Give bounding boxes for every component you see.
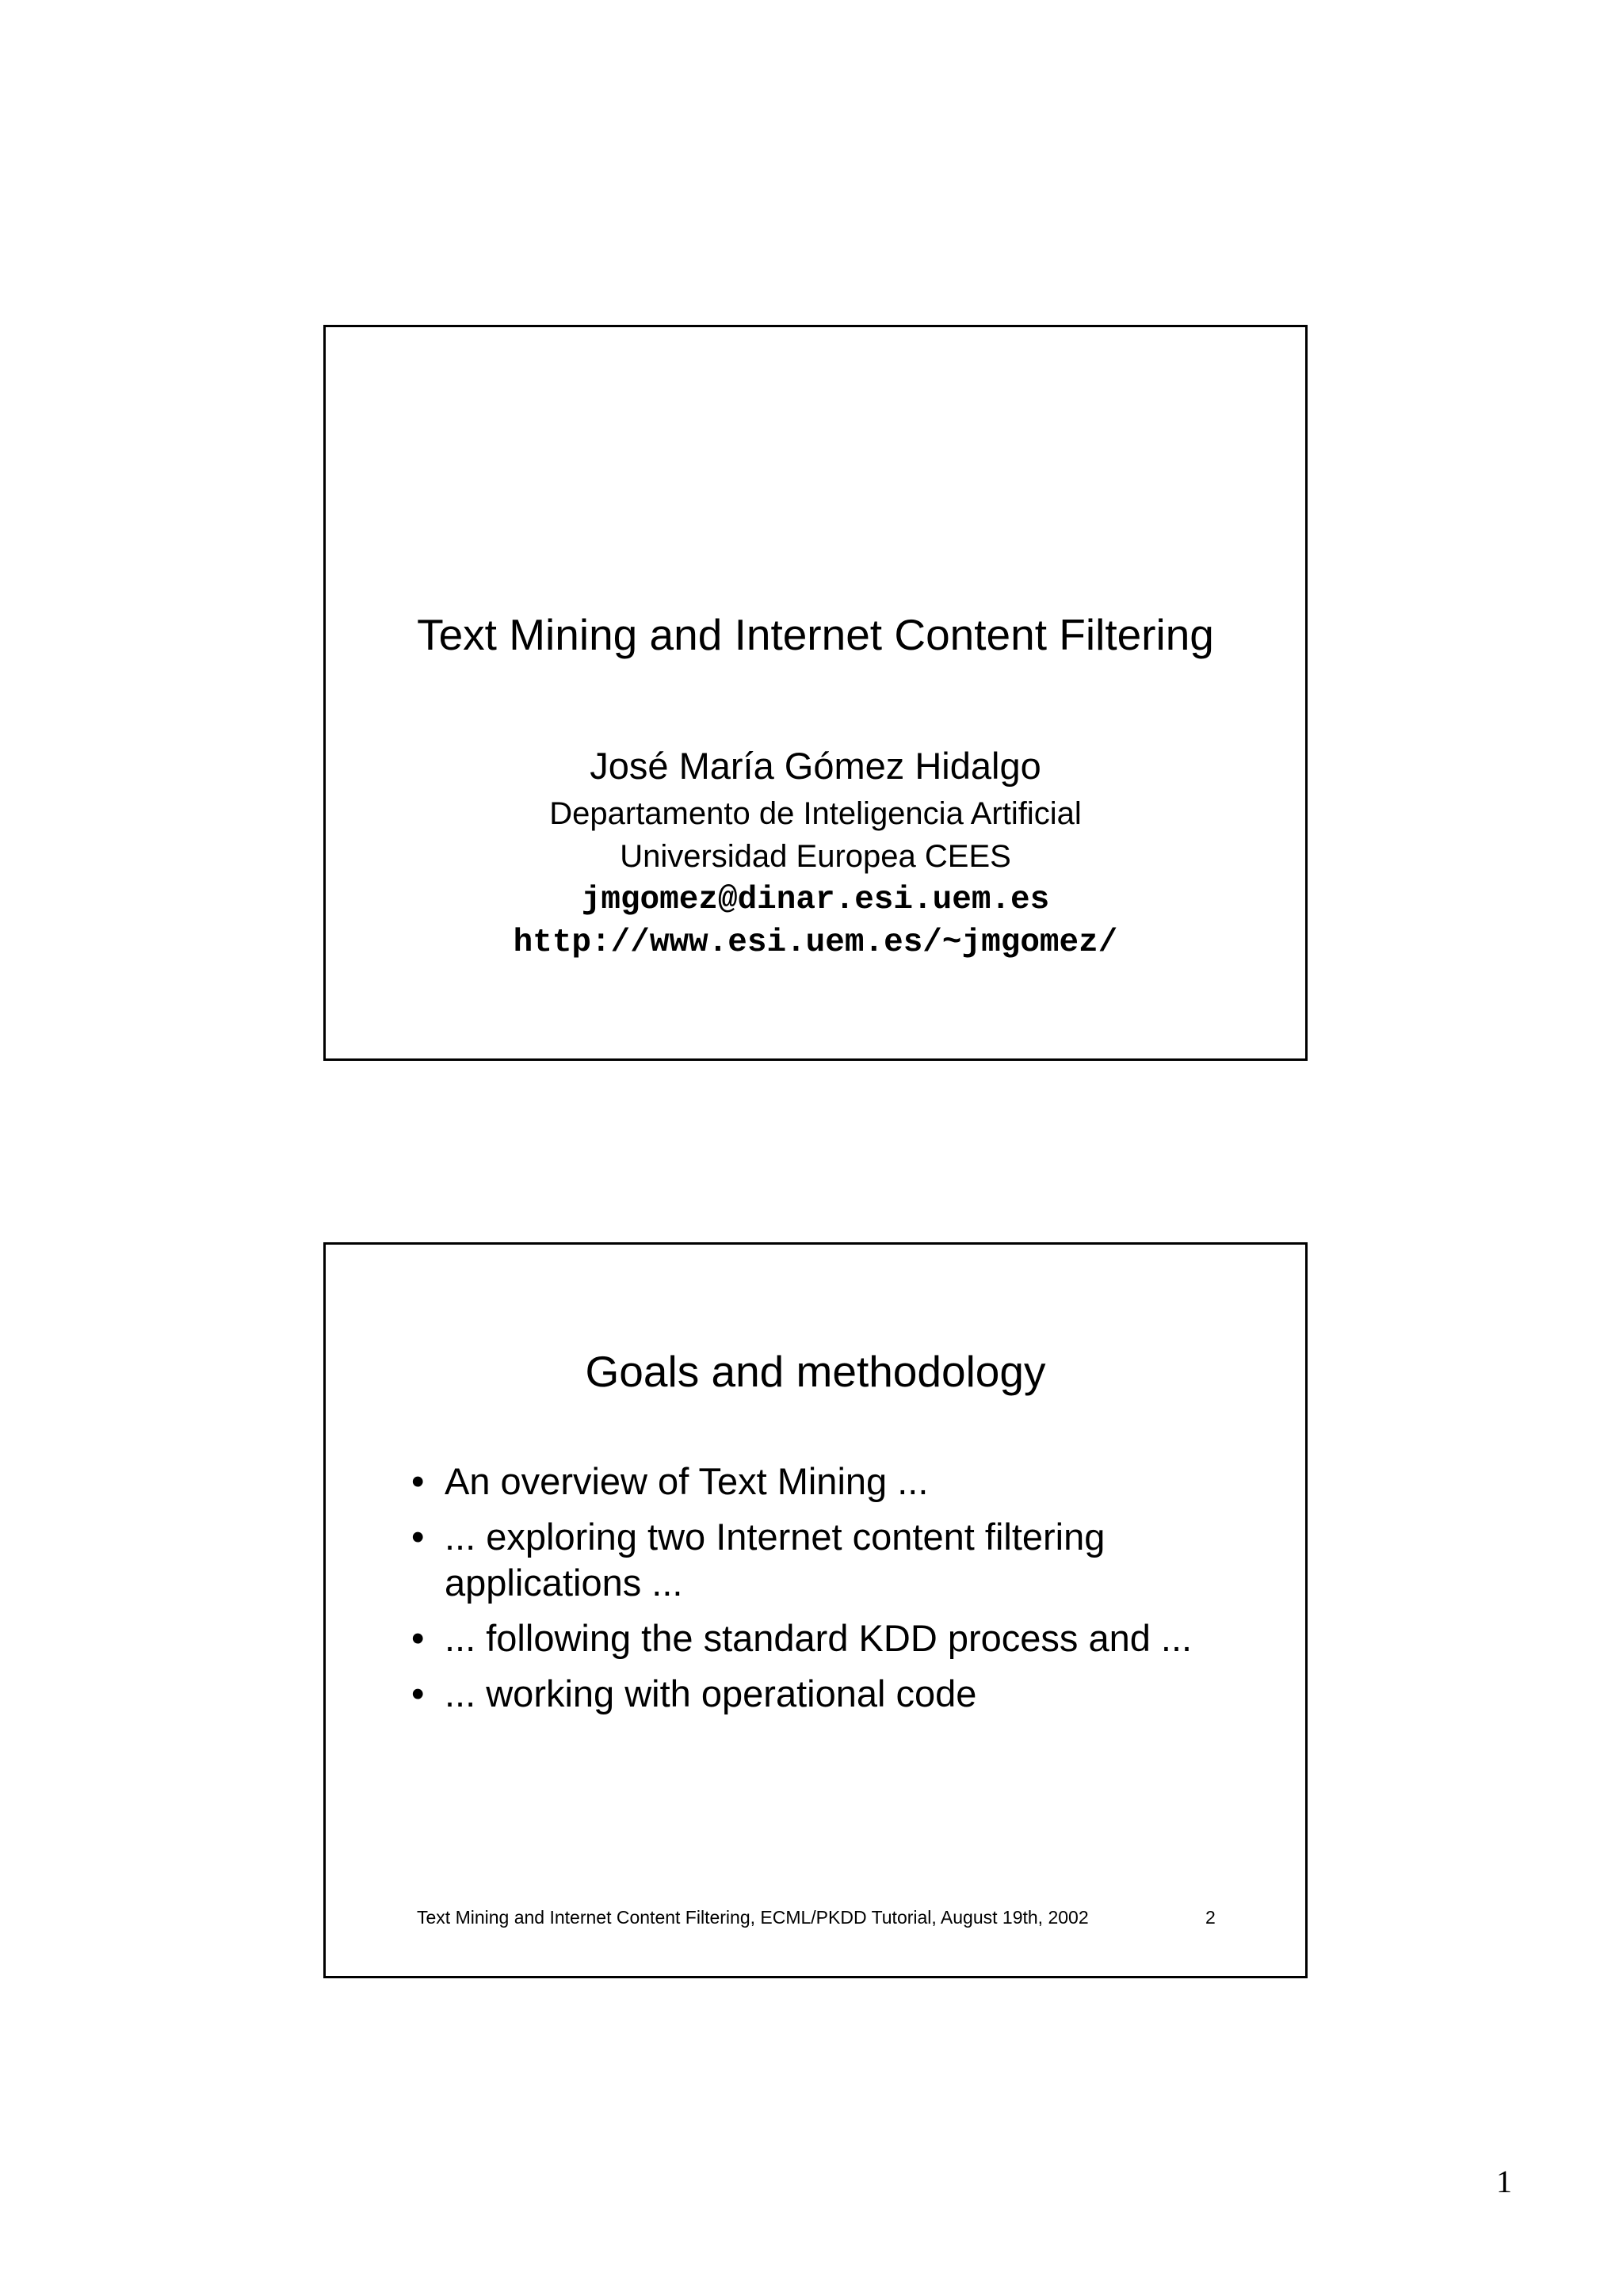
author-url: http://www.esi.uem.es/~jmgomez/ <box>513 925 1118 961</box>
slide-number: 2 <box>1205 1907 1216 1928</box>
bullet-item <box>411 1671 1258 1717</box>
slide-2-title: Goals and methodology <box>585 1347 1046 1396</box>
bullet-text: ... following the standard KDD process and ... <box>445 1617 1193 1659</box>
page-number: 1 <box>1496 2164 1512 2199</box>
bullet-item <box>411 1615 1258 1661</box>
bullet-text: ... exploring two Internet content filtering applications ... <box>445 1516 1106 1604</box>
slide-1-title: Text Mining and Internet Content Filtering <box>417 610 1214 659</box>
bullet-item <box>411 1514 1258 1606</box>
bullet-item <box>411 1459 1258 1505</box>
bullet-text: ... working with operational code <box>445 1672 977 1714</box>
bullet-icon: • <box>411 1672 425 1714</box>
bullet-text: An overview of Text Mining ... <box>445 1460 929 1502</box>
bullet-icon: • <box>411 1460 425 1502</box>
slide-2 <box>323 1242 1308 1978</box>
author-email: jmgomez@dinar.esi.uem.es <box>581 882 1050 918</box>
author-university: Universidad Europea CEES <box>620 839 1011 874</box>
author-department: Departamento de Inteligencia Artificial <box>549 796 1082 831</box>
slide-footer: Text Mining and Internet Content Filtering, ECML/PKDD Tutorial, August 19th, 2002 <box>417 1907 1089 1928</box>
slide-1 <box>323 325 1308 1061</box>
bullet-icon: • <box>411 1617 425 1659</box>
author-name: José María Gómez Hidalgo <box>590 745 1041 787</box>
bullet-icon: • <box>411 1516 425 1558</box>
bullet-list <box>411 1459 1258 1726</box>
